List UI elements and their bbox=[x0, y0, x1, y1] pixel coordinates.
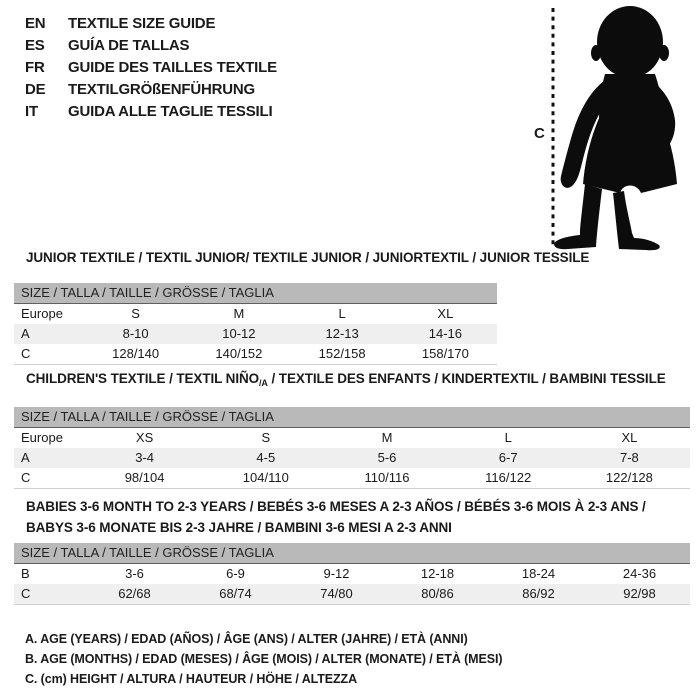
col-header: Europe bbox=[21, 306, 63, 321]
table-cell: 12-13 bbox=[325, 326, 359, 341]
table-row bbox=[14, 344, 497, 364]
table-row bbox=[14, 324, 497, 344]
language-list bbox=[25, 13, 277, 123]
table-cell: 7-8 bbox=[619, 450, 639, 465]
col-header: M bbox=[381, 430, 393, 445]
table-row bbox=[14, 564, 690, 584]
table-cell: 14-16 bbox=[428, 326, 462, 341]
section-heading: JUNIOR TEXTILE / TEXTIL JUNIOR/ TEXTILE JUNIOR / JUNIORTEXTIL / JUNIOR TESSILE bbox=[26, 250, 590, 265]
heading-line1: BABIES 3-6 MONTH TO 2-3 YEARS / BEBÉS 3-6 MESES A 2-3 AÑOS / BÉBÉS 3-6 MOIS À 2-3 ANS / bbox=[26, 499, 646, 514]
col-header: S bbox=[261, 430, 271, 445]
lang-code: DE bbox=[25, 81, 46, 98]
col-header: Europe bbox=[21, 430, 63, 445]
heading-line2: BABYS 3-6 MONATE BIS 2-3 JAHRE / BAMBINI 3-6 MESI A 2-3 ANNI bbox=[26, 520, 452, 535]
legend-line-c: C. (cm) HEIGHT / ALTURA / HAUTEUR / HÖHE / ALTEZZA bbox=[25, 672, 358, 686]
table-cell: 152/158 bbox=[318, 346, 366, 361]
table-cell: 92/98 bbox=[623, 586, 656, 601]
col-header: XL bbox=[621, 430, 638, 445]
row-label: C bbox=[21, 586, 31, 601]
table-cell: 98/104 bbox=[124, 470, 165, 485]
table-row bbox=[14, 584, 690, 604]
lang-row-en bbox=[25, 13, 277, 35]
lang-code: IT bbox=[25, 103, 38, 120]
section-childrens-textile bbox=[14, 371, 690, 489]
child-silhouette bbox=[520, 0, 700, 252]
table-header-row bbox=[14, 428, 690, 448]
lang-code: ES bbox=[25, 37, 45, 54]
table-cell: 80/86 bbox=[421, 586, 454, 601]
table-cell: 24-36 bbox=[622, 566, 657, 581]
table-cell: 74/80 bbox=[320, 586, 353, 601]
lang-title: GUIDE DES TAILLES TEXTILE bbox=[68, 59, 277, 76]
legend-line-a: A. AGE (YEARS) / EDAD (AÑOS) / ÂGE (ANS) / ALTER (JAHRE) / ETÀ (ANNI) bbox=[25, 632, 468, 646]
table-cell: 6-9 bbox=[226, 566, 245, 581]
legend-line-b: B. AGE (MONTHS) / EDAD (MESES) / ÂGE (MOIS) / ALTER (MONATE) / ETÀ (MESI) bbox=[25, 652, 503, 666]
table-cell: 68/74 bbox=[219, 586, 252, 601]
size-band: SIZE / TALLA / TAILLE / GRÖSSE / TAGLIA bbox=[14, 543, 690, 564]
table-row bbox=[14, 468, 690, 488]
lang-title: GUÍA DE TALLAS bbox=[68, 37, 190, 54]
babies-size-table bbox=[14, 543, 690, 605]
table-row bbox=[14, 448, 690, 468]
table-cell: 9-12 bbox=[323, 566, 350, 581]
table-cell: 158/170 bbox=[421, 346, 469, 361]
heading-subscript: /A bbox=[259, 378, 268, 388]
lang-code: FR bbox=[25, 59, 45, 76]
section-junior-textile bbox=[14, 250, 590, 365]
children-size-table bbox=[14, 407, 690, 489]
row-label: B bbox=[21, 566, 30, 581]
table-cell: 140/152 bbox=[215, 346, 263, 361]
row-label: C bbox=[21, 470, 31, 485]
lang-row-it bbox=[25, 101, 277, 123]
row-label: A bbox=[21, 326, 30, 341]
table-cell: 8-10 bbox=[122, 326, 149, 341]
col-header: L bbox=[504, 430, 512, 445]
section-heading: CHILDREN'S TEXTILE / TEXTIL $NIÑO_{/A}$ / TEXTILE DES ENFANTS / KINDERTEXTIL / BAMBINI TESSILE bbox=[26, 371, 666, 388]
table-cell: 110/116 bbox=[364, 470, 410, 485]
lang-row-fr bbox=[25, 57, 277, 79]
size-band: SIZE / TALLA / TAILLE / GRÖSSE / TAGLIA bbox=[14, 407, 690, 428]
table-cell: 12-18 bbox=[420, 566, 455, 581]
table-cell: 3-6 bbox=[125, 566, 144, 581]
size-band: SIZE / TALLA / TAILLE / GRÖSSE / TAGLIA bbox=[14, 283, 497, 304]
row-label: A bbox=[21, 450, 30, 465]
table-cell: 104/110 bbox=[242, 470, 289, 485]
junior-size-table bbox=[14, 283, 497, 365]
lang-code: EN bbox=[25, 15, 46, 32]
section-heading bbox=[26, 496, 690, 538]
table-cell: 122/128 bbox=[605, 470, 653, 485]
table-cell: 62/68 bbox=[118, 586, 151, 601]
col-header: XS bbox=[135, 430, 154, 445]
lang-row-de bbox=[25, 79, 277, 101]
height-label-c: C bbox=[534, 125, 545, 142]
table-cell: 4-5 bbox=[256, 450, 276, 465]
table-cell: 18-24 bbox=[521, 566, 556, 581]
col-header: XL bbox=[437, 306, 454, 321]
table-cell: 10-12 bbox=[222, 326, 256, 341]
row-label: C bbox=[21, 346, 31, 361]
col-header: L bbox=[338, 306, 346, 321]
table-cell: 128/140 bbox=[112, 346, 160, 361]
measurement-legend bbox=[25, 629, 502, 689]
silhouette-shape bbox=[554, 6, 677, 250]
table-cell: 3-4 bbox=[135, 450, 154, 465]
section-babies-textile bbox=[14, 496, 690, 605]
col-header: M bbox=[233, 306, 245, 321]
table-cell: 86/92 bbox=[522, 586, 555, 601]
table-header-row bbox=[14, 304, 497, 324]
col-header: S bbox=[131, 306, 140, 321]
table-cell: 6-7 bbox=[498, 450, 518, 465]
table-cell: 116/122 bbox=[485, 470, 532, 485]
lang-title: GUIDA ALLE TAGLIE TESSILI bbox=[68, 103, 273, 120]
lang-title: TEXTILGRÖßENFÜHRUNG bbox=[68, 81, 256, 98]
lang-row-es bbox=[25, 35, 277, 57]
table-cell: 5-6 bbox=[377, 450, 397, 465]
lang-title: TEXTILE SIZE GUIDE bbox=[68, 15, 216, 32]
